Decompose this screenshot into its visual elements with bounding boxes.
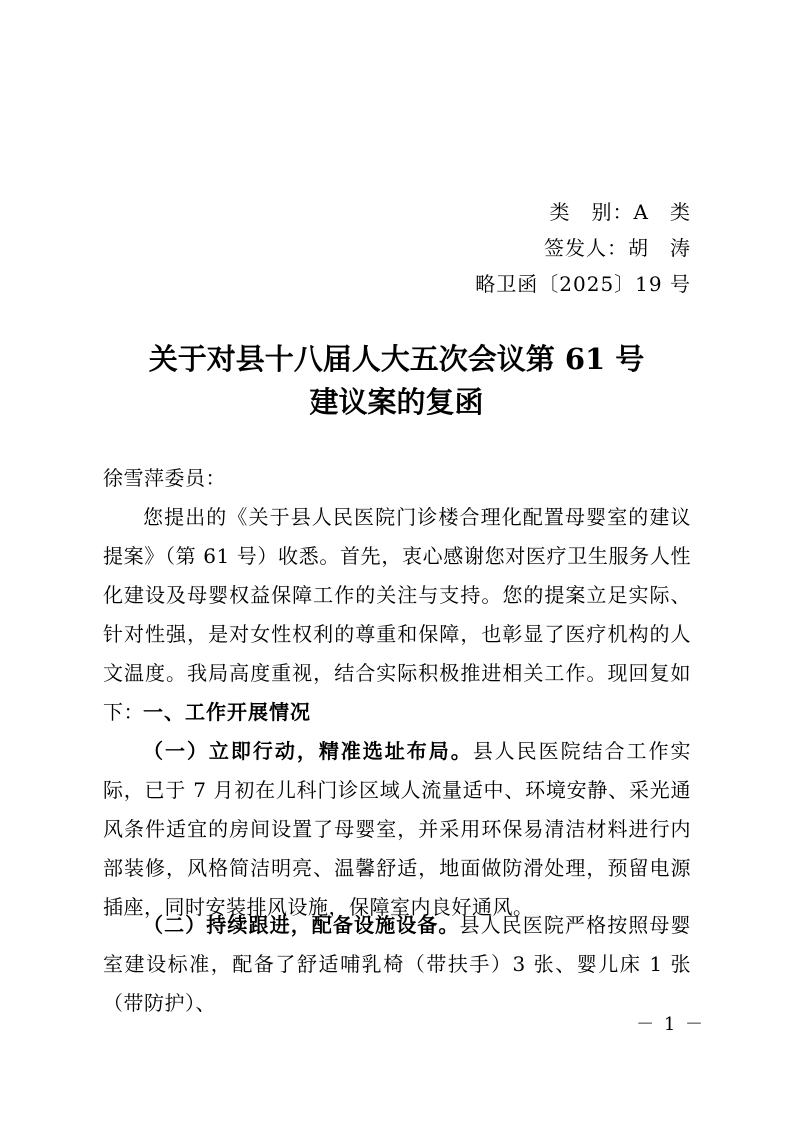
intro-paragraph: 您提出的《关于县人民医院门诊楼合理化配置母婴室的建议提案》（第 61 号）收悉。首先，衷心感谢您对医疗卫生服务人性化建设及母婴权益保障工作的关注与支持。您的提案立足实际、针对性强，是对女性权利的尊重和保障，也彰显了医疗机构的人文温度。我局高度重视，结合实际积极推进相关工作。现回复如下： — [103, 505, 691, 724]
salutation: 徐雪萍委员： — [103, 466, 226, 490]
item-1-lead: （一）立即行动，精准选址布局。 — [143, 739, 473, 763]
item-2-lead: （二）持续跟进，配备设施设备。 — [143, 913, 460, 937]
page-number: － 1 － — [636, 1014, 705, 1035]
document-signer: 签发人：胡 涛 — [544, 236, 691, 260]
document-category: 类 别：A 类 — [549, 200, 691, 224]
document-title-line-2: 建议案的复函 — [309, 385, 484, 419]
document-number: 略卫函〔2025〕19 号 — [475, 272, 691, 296]
document-title-line-1: 关于对县十八届人大五次会议第 61 号 — [148, 342, 645, 376]
item-2-paragraph — [103, 906, 691, 1023]
item-1-body: 县人民医院结合工作实际，已于 7 月初在儿科门诊区域人流量适中、环境安静、采光通风条件适宜的房间设置了母婴室，并采用环保易清洁材料进行内部装修，风格简洁明亮、温馨舒适，地面做防滑处理，预留电源插座，同时安装排风设施，保障室内良好通风。 — [103, 739, 691, 919]
item-2-body: 县人民医院严格按照母婴室建设标准，配备了舒适哺乳椅（带扶手）3 张、婴儿床 1 张（带防护）、 — [103, 913, 691, 1015]
section-heading-work-status: 一、工作开展情况 — [143, 700, 311, 724]
item-1-paragraph — [103, 732, 691, 927]
